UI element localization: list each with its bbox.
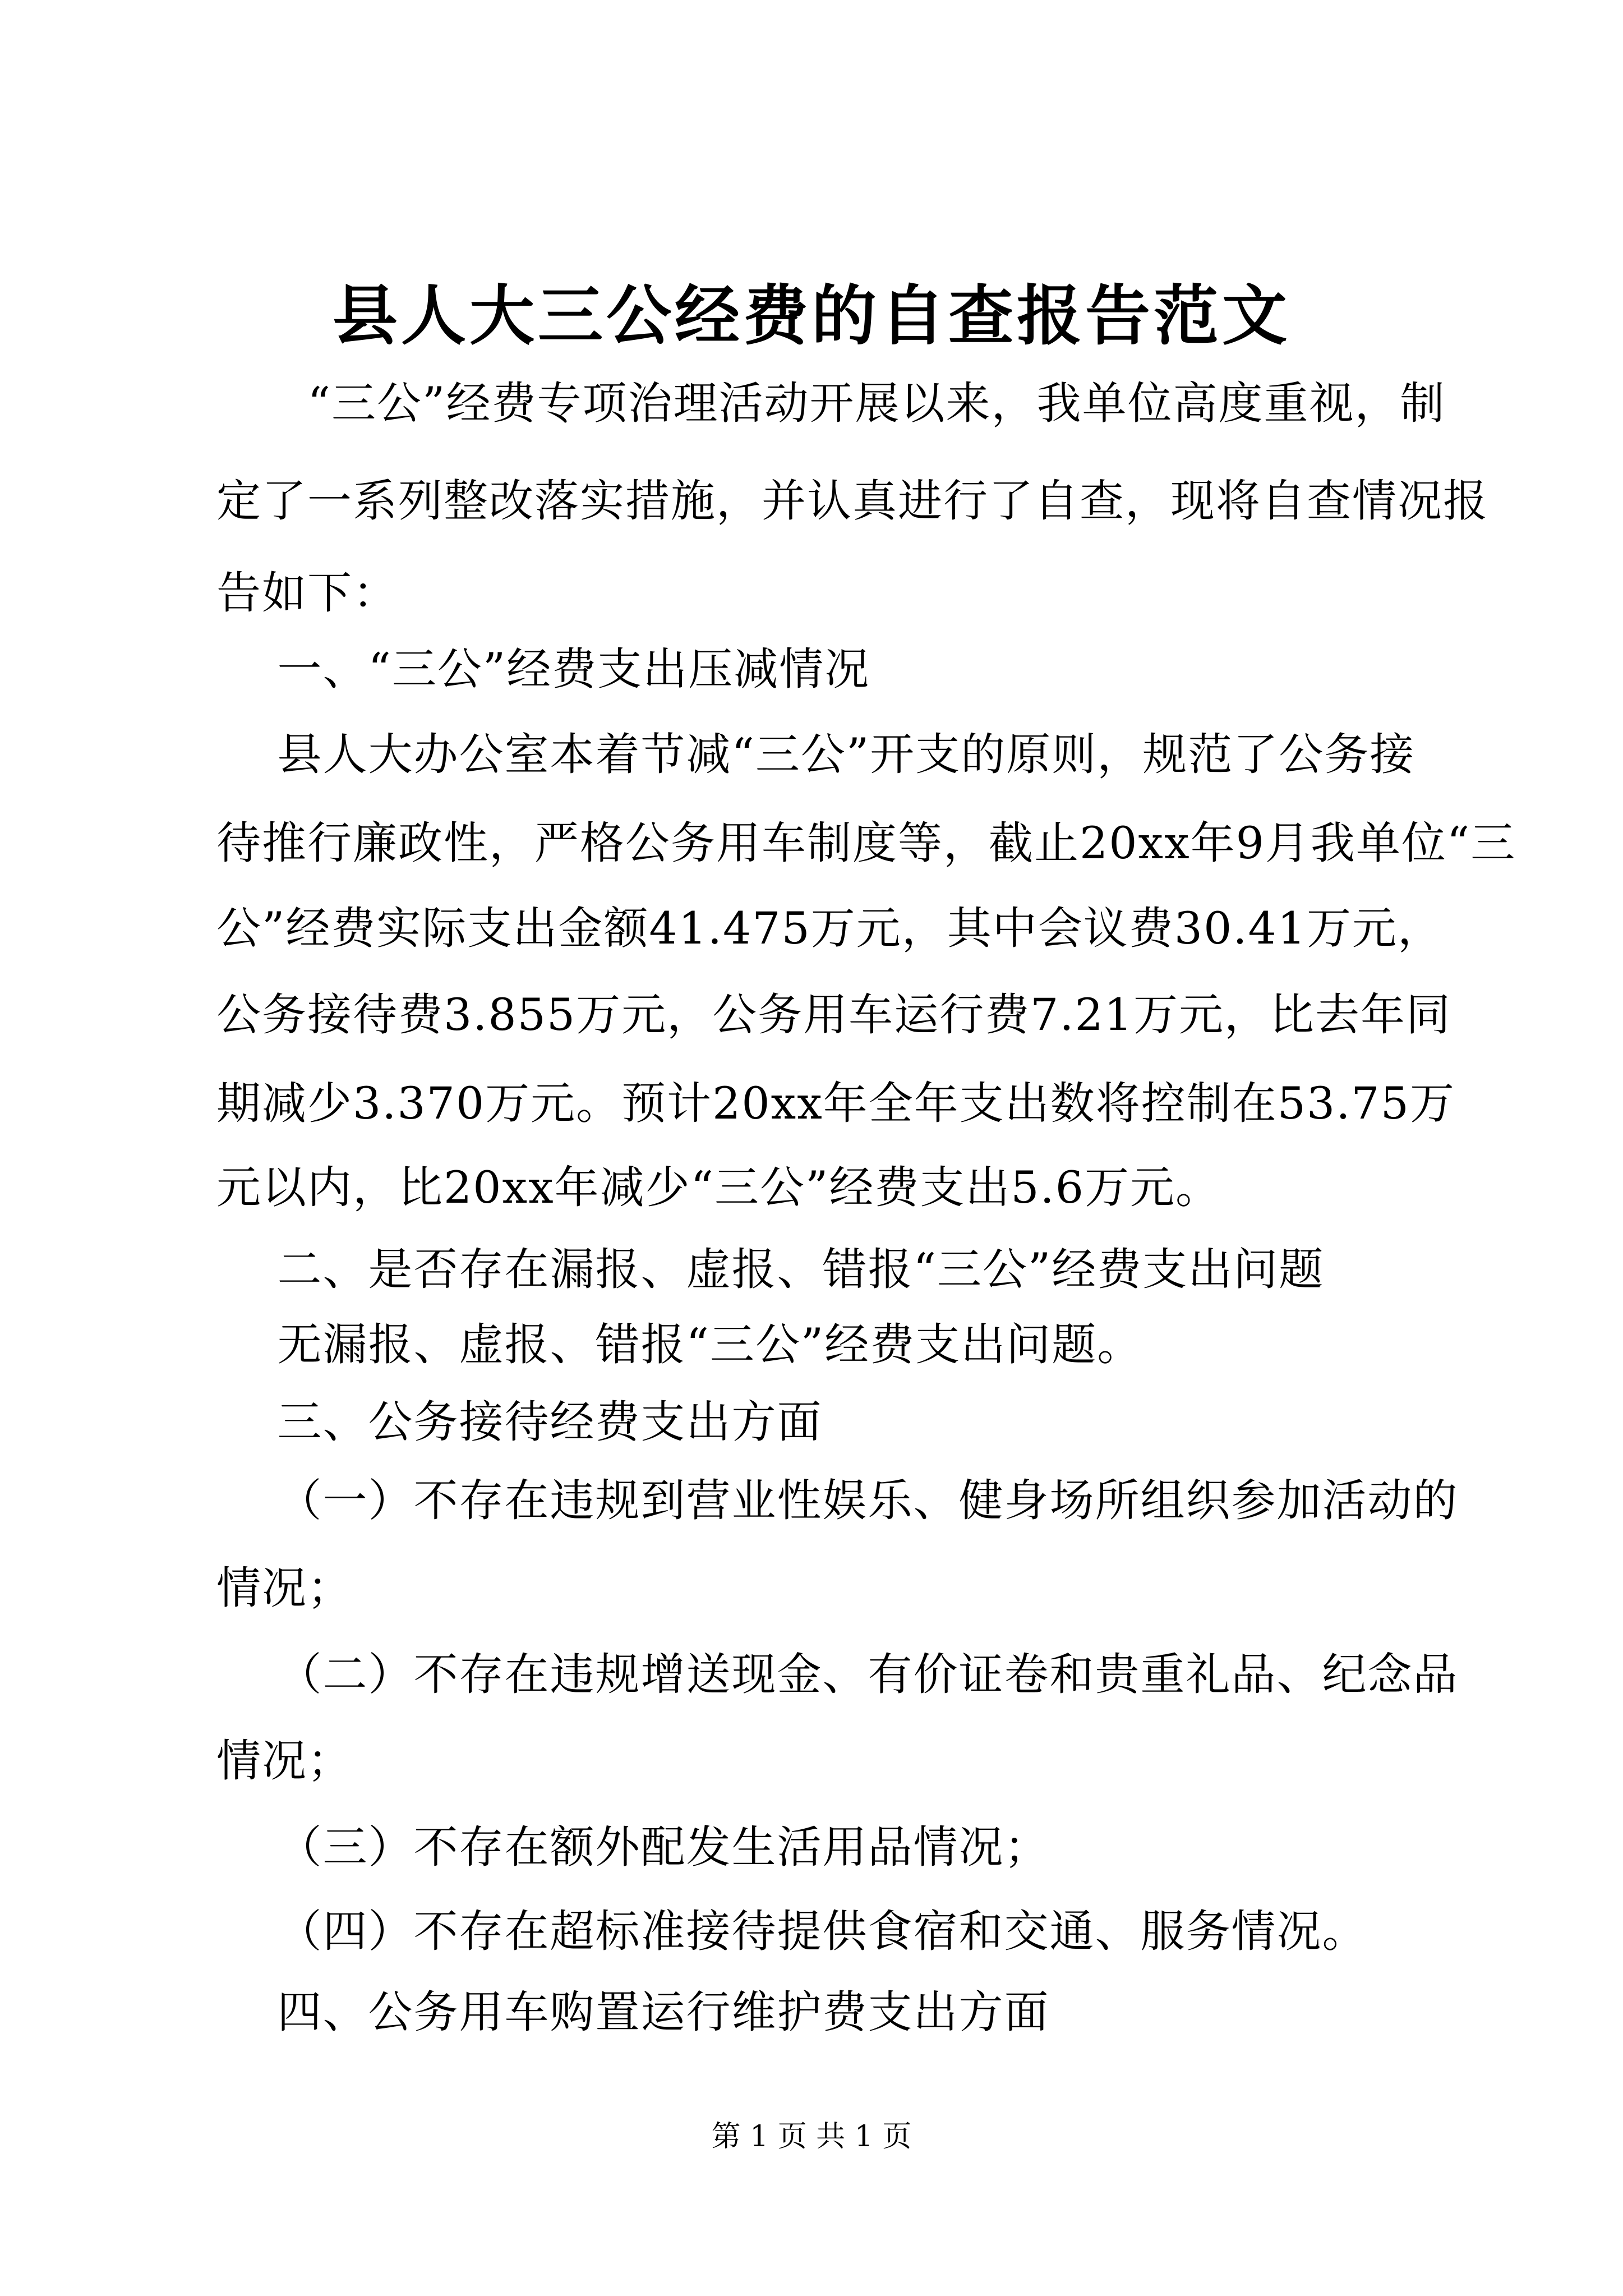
list-item-continuation: 情况； [216, 1735, 353, 1787]
section-heading: 二、是否存在漏报、虚报、错报“三公”经费支出问题 [216, 1244, 1325, 1295]
section-heading: 三、公务接待经费支出方面 [216, 1396, 823, 1448]
body-line: 无漏报、虚报、错报“三公”经费支出问题。 [216, 1319, 1143, 1370]
body-line: “三公”经费专项治理活动开展以来，我单位高度重视，制 [216, 378, 1446, 429]
list-item: （一）不存在违规到营业性娱乐、健身场所组织参加活动的 [216, 1475, 1459, 1526]
body-line: 县人大办公室本着节减“三公”开支的原则，规范了公务接 [216, 729, 1415, 780]
list-item: （四）不存在超标准接待提供食宿和交通、服务情况。 [216, 1906, 1368, 1957]
body-line: 定了一系列整改落实措施，并认真进行了自查，现将自查情况报 [216, 475, 1488, 527]
section-heading: 四、公务用车购置运行维护费支出方面 [216, 1986, 1050, 2038]
body-line: 元以内，比20xx年减少“三公”经费支出5.6万元。 [216, 1162, 1221, 1213]
body-line: 期减少3.370万元。预计20xx年全年支出数将控制在53.75万 [216, 1078, 1455, 1129]
list-item: （二）不存在违规增送现金、有价证卷和贵重礼品、纪念品 [216, 1649, 1459, 1700]
page-footer: 第 1 页 共 1 页 [711, 2120, 912, 2154]
body-line: 待推行廉政性，严格公务用车制度等，截止20xx年9月我单位“三 [216, 817, 1516, 869]
section-heading: 一、“三公”经费支出压减情况 [216, 643, 870, 695]
document-title: 县人大三公经费的自查报告范文 [333, 278, 1290, 354]
body-line: 告如下： [216, 567, 398, 619]
body-line: 公务接待费3.855万元，公务用车运行费7.21万元，比去年同 [216, 989, 1452, 1041]
body-line: 公”经费实际支出金额41.475万元，其中会议费30.41万元， [216, 903, 1443, 954]
list-item: （三）不存在额外配发生活用品情况； [216, 1821, 1050, 1873]
list-item-continuation: 情况； [216, 1562, 353, 1614]
